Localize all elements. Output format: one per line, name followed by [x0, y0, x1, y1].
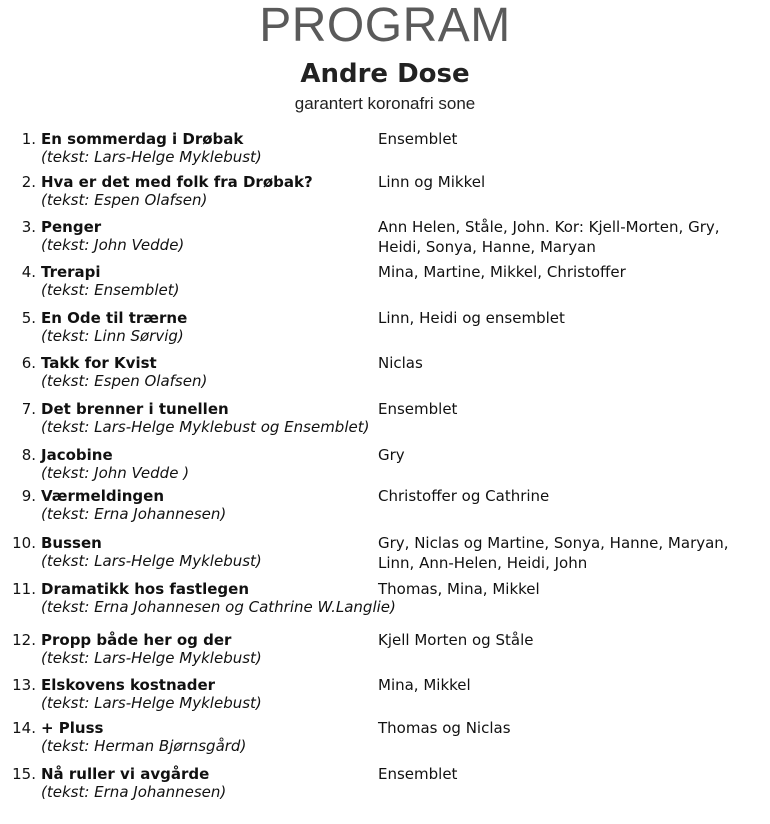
song-title: Dramatikk hos fastlegen [41, 580, 249, 598]
performers: Niclas [378, 354, 423, 372]
song-title: Hva er det med folk fra Drøbak? [41, 173, 313, 191]
song-title: Nå ruller vi avgårde [41, 765, 210, 783]
item-number: 5. [21, 309, 36, 327]
item-number: 1. [21, 130, 36, 148]
item-number: 10. [12, 534, 36, 552]
performers: Ensemblet [378, 130, 458, 148]
performers: Gry [378, 446, 405, 464]
lyrics-credit: (tekst: Lars-Helge Myklebust) [41, 649, 262, 667]
performers: Thomas og Niclas [378, 719, 511, 737]
song-title: Propp både her og der [41, 631, 232, 649]
lyrics-credit: (tekst: John Vedde) [41, 236, 185, 254]
performers: Christoffer og Cathrine [378, 487, 550, 505]
item-number: 3. [21, 218, 36, 236]
song-title: Penger [41, 218, 102, 236]
performers: Linn, Heidi og ensemblet [378, 309, 565, 327]
song-title: Bussen [41, 534, 102, 552]
lyrics-credit: (tekst: Lars-Helge Myklebust og Ensemblet) [41, 418, 370, 436]
lyrics-credit: (tekst: Herman Bjørnsgård) [41, 737, 247, 755]
performers: Ensemblet [378, 400, 458, 418]
song-title: Elskovens kostnader [41, 676, 216, 694]
item-number: 9. [21, 487, 36, 505]
lyrics-credit: (tekst: Espen Olafsen) [41, 191, 208, 209]
lyrics-credit: (tekst: Erna Johannesen) [41, 783, 227, 801]
item-number: 12. [12, 631, 36, 649]
lyrics-credit: (tekst: Lars-Helge Myklebust) [41, 552, 262, 570]
item-number: 8. [21, 446, 36, 464]
performers: Gry, Niclas og Martine, Sonya, Hanne, Maryan, Linn, Ann-Helen, Heidi, John [378, 534, 729, 572]
performers: Linn og Mikkel [378, 173, 486, 191]
song-title: Værmeldingen [41, 487, 164, 505]
performers: Ensemblet [378, 765, 458, 783]
performers: Ann Helen, Ståle, John. Kor: Kjell-Morten, Gry, Heidi, Sonya, Hanne, Maryan [378, 218, 720, 256]
lyrics-credit: (tekst: Linn Sørvig) [41, 327, 184, 345]
lyrics-credit: (tekst: Espen Olafsen) [41, 372, 208, 390]
song-title: + Pluss [41, 719, 104, 737]
lyrics-credit: (tekst: Ensemblet) [41, 281, 180, 299]
item-number: 4. [21, 263, 36, 281]
performers: Thomas, Mina, Mikkel [378, 580, 540, 598]
performers: Kjell Morten og Ståle [378, 631, 534, 649]
item-number: 13. [12, 676, 36, 694]
lyrics-credit: (tekst: Erna Johannesen og Cathrine W.Langlie) [41, 598, 396, 616]
item-number: 7. [21, 400, 36, 418]
song-title: Trerapi [41, 263, 101, 281]
lyrics-credit: (tekst: Lars-Helge Myklebust) [41, 148, 262, 166]
song-title: Det brenner i tunellen [41, 400, 229, 418]
item-number: 14. [12, 719, 36, 737]
song-title: Takk for Kvist [41, 354, 157, 372]
song-title: En sommerdag i Drøbak [41, 130, 244, 148]
lyrics-credit: (tekst: Erna Johannesen) [41, 505, 227, 523]
song-title: Jacobine [41, 446, 113, 464]
item-number: 2. [21, 173, 36, 191]
page-title: PROGRAM [259, 0, 511, 52]
show-tagline: garantert koronafri sone [294, 94, 476, 113]
lyrics-credit: (tekst: John Vedde ) [41, 464, 190, 482]
performers: Mina, Mikkel [378, 676, 471, 694]
show-title: Andre Dose [300, 59, 470, 89]
song-title: En Ode til trærne [41, 309, 188, 327]
item-number: 6. [21, 354, 36, 372]
lyrics-credit: (tekst: Lars-Helge Myklebust) [41, 694, 262, 712]
item-number: 11. [12, 580, 36, 598]
item-number: 15. [12, 765, 36, 783]
performers: Mina, Martine, Mikkel, Christoffer [378, 263, 626, 281]
